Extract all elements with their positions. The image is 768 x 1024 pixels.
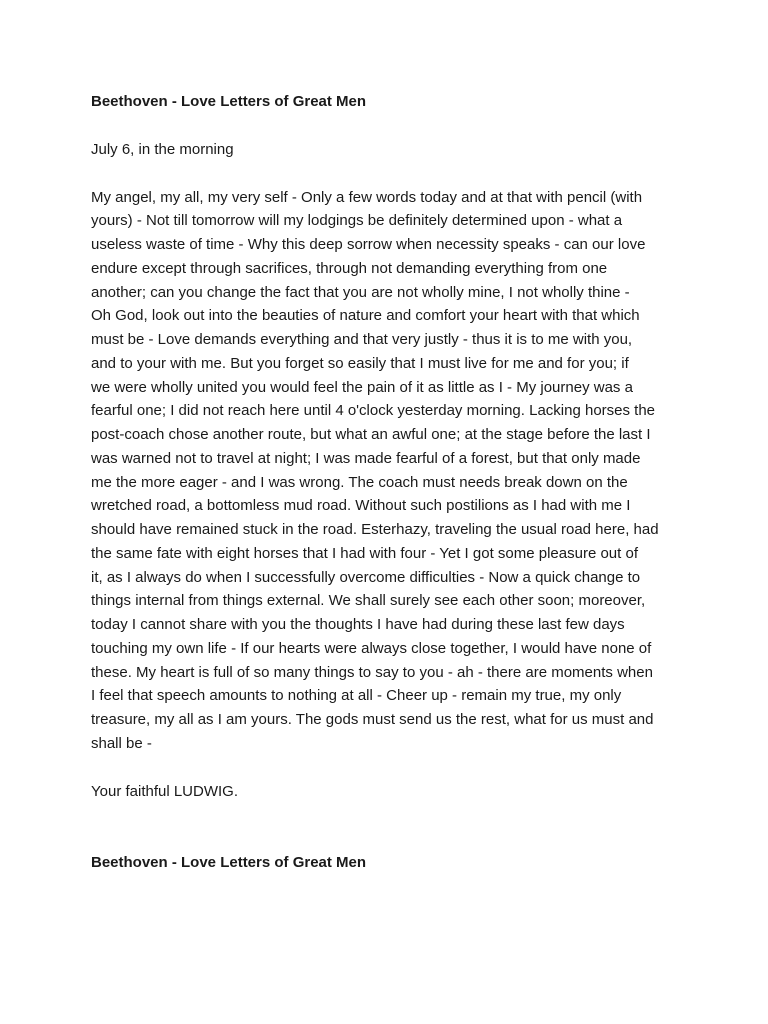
document-title: Beethoven - Love Letters of Great Men — [91, 93, 367, 110]
letter-body-line: yours) - Not till tomorrow will my lodgings be definitely determined upon - what a — [91, 212, 623, 230]
letter-body-line: My angel, my all, my very self - Only a few words today and at that with pencil (with — [91, 188, 643, 206]
letter-signature: Your faithful LUDWIG. — [91, 782, 239, 800]
letter-body-line: touching my own life - If our hearts were always close together, I would have none of — [91, 639, 652, 657]
letter-body-line: should have remained stuck in the road. Esterhazy, traveling the usual road here, had — [91, 521, 659, 538]
letter-body-line: the same fate with eight horses that I had with four - Yet I got some pleasure out of — [91, 544, 638, 562]
letter-body-line: things internal from things external. We shall surely see each other soon; moreover, — [91, 592, 646, 610]
letter-body-line: these. My heart is full of so many things to say to you - ah - there are moments when — [91, 663, 653, 681]
letter-body-line: must be - Love demands everything and that very justly - thus it is to me with you, — [91, 331, 633, 348]
letter-body-line: fearful one; I did not reach here until 4 o'clock yesterday morning. Lacking horses the — [91, 402, 656, 420]
letter-body-line: endure except through sacrifices, through not demanding everything from one — [91, 259, 608, 277]
letter-body-line: me the more eager - and I was wrong. The coach must needs break down on the — [91, 473, 628, 491]
letter-body-line: treasure, my all as I am yours. The gods must send us the rest, what for us must and — [91, 711, 654, 728]
letter-body-line: another; can you change the fact that you are not wholly mine, I not wholly thine - — [91, 283, 630, 301]
letter-body-line: today I cannot share with you the thoughts I have had during these last few days — [91, 616, 625, 633]
letter-body-line: we were wholly united you would feel the pain of it as little as I - My journey was a — [91, 378, 633, 396]
letter-body-line: post-coach chose another route, but what an awful one; at the stage before the last I — [91, 426, 651, 443]
letter-body-line: was warned not to travel at night; I was made fearful of a forest, but that only made — [91, 449, 641, 467]
letter-body-line: shall be - — [91, 734, 152, 752]
letter-body-line: useless waste of time - Why this deep sorrow when necessity speaks - can our love — [91, 236, 646, 253]
letter-body-line: wretched road, a bottomless mud road. Without such postilions as I had with me I — [91, 497, 631, 515]
letter-body-line: Oh God, look out into the beauties of nature and comfort your heart with that which — [91, 307, 640, 325]
letter-body — [91, 186, 691, 756]
document-page — [91, 90, 691, 875]
letter-date: July 6, in the morning — [91, 140, 234, 158]
letter-body-line: it, as I always do when I successfully overcome difficulties - Now a quick change to — [91, 568, 641, 586]
letter-body-line: and to your with me. But you forget so easily that I must live for me and for you; if — [91, 354, 629, 372]
letter-body-line: I feel that speech amounts to nothing at all - Cheer up - remain my true, my only — [91, 687, 622, 705]
document-footer-title: Beethoven - Love Letters of Great Men — [91, 854, 367, 872]
